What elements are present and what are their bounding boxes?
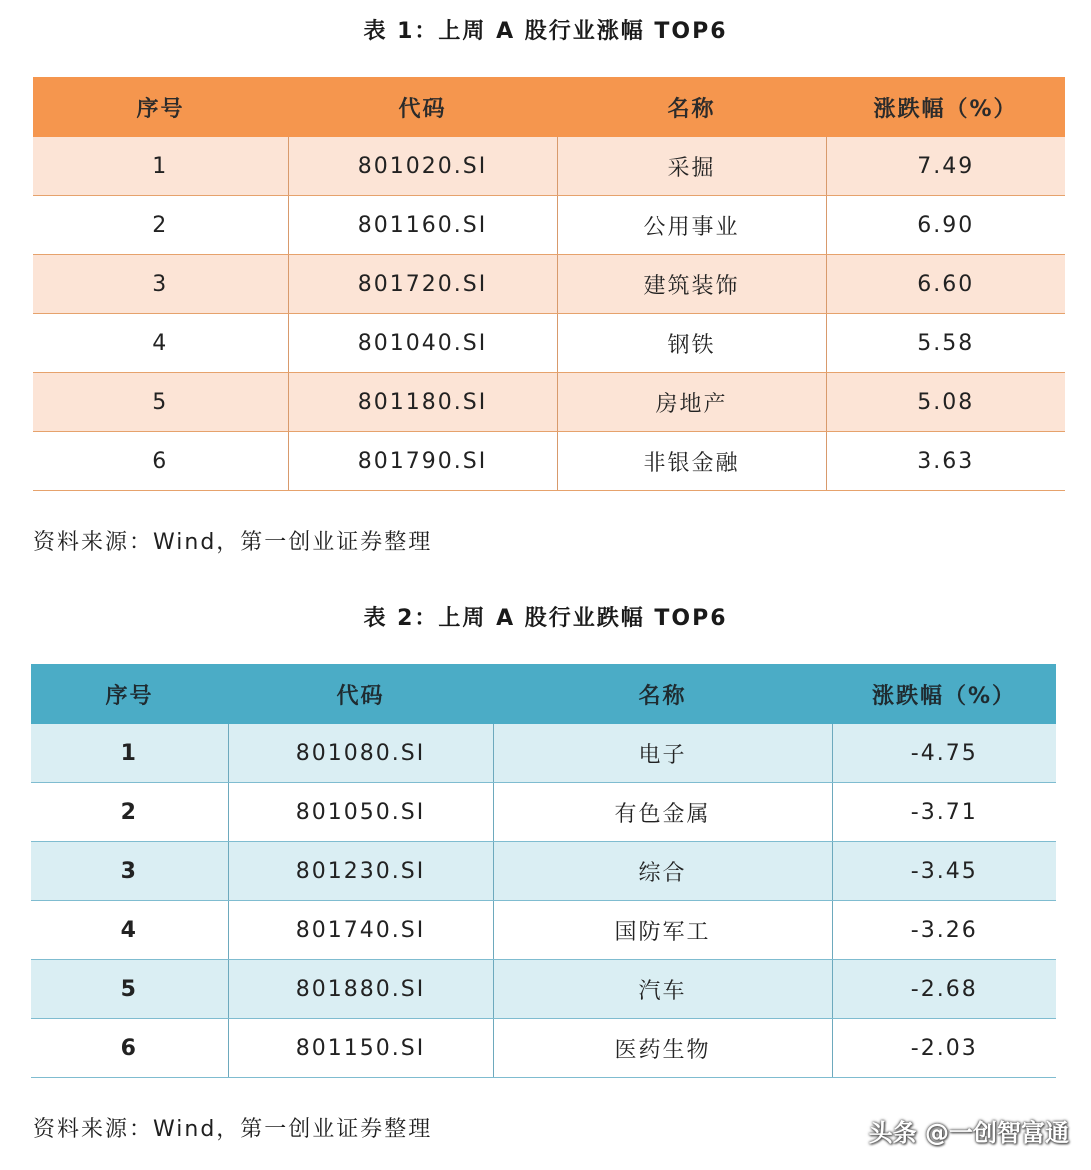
- row-change: 7.49: [826, 137, 1065, 196]
- header-index: 序号: [31, 664, 228, 724]
- row-index: 2: [31, 783, 228, 842]
- row-code: 801160.SI: [288, 196, 557, 255]
- row-code: 801050.SI: [228, 783, 493, 842]
- row-name: 综合: [493, 842, 832, 901]
- table1-caption: 表 1：上周 A 股行业涨幅 TOP6: [363, 19, 728, 44]
- header-code: 代码: [228, 664, 493, 724]
- table-row: [33, 255, 1065, 314]
- row-code: 801720.SI: [288, 255, 557, 314]
- header-name: 名称: [557, 77, 826, 137]
- header-code: 代码: [288, 77, 557, 137]
- table-row: [31, 783, 1056, 842]
- table-row: [31, 960, 1056, 1019]
- row-code: 801230.SI: [228, 842, 493, 901]
- row-index: 4: [31, 901, 228, 960]
- header-name: 名称: [493, 664, 832, 724]
- row-index: 1: [33, 137, 288, 196]
- watermark: 头条 @一创智富通: [868, 1119, 1069, 1147]
- row-index: 2: [33, 196, 288, 255]
- row-change: -3.45: [832, 842, 1056, 901]
- table-row: [31, 1019, 1056, 1078]
- decliners-table: [31, 664, 1056, 1078]
- table-row: [31, 842, 1056, 901]
- row-name: 汽车: [493, 960, 832, 1019]
- row-name: 国防军工: [493, 901, 832, 960]
- table2-source-note: 资料来源：Wind，第一创业证券整理: [33, 1117, 433, 1142]
- row-name: 钢铁: [557, 314, 826, 373]
- row-index: 4: [33, 314, 288, 373]
- row-index: 5: [31, 960, 228, 1019]
- row-change: -2.68: [832, 960, 1056, 1019]
- row-change: 6.90: [826, 196, 1065, 255]
- row-name: 非银金融: [557, 432, 826, 491]
- row-change: 5.08: [826, 373, 1065, 432]
- header-index: 序号: [33, 77, 288, 137]
- row-index: 6: [31, 1019, 228, 1078]
- row-name: 采掘: [557, 137, 826, 196]
- row-code: 801740.SI: [228, 901, 493, 960]
- table-row: [31, 901, 1056, 960]
- table2-caption: 表 2：上周 A 股行业跌幅 TOP6: [363, 606, 728, 631]
- row-code: 801790.SI: [288, 432, 557, 491]
- header-change: 涨跌幅（%）: [826, 77, 1065, 137]
- row-code: 801150.SI: [228, 1019, 493, 1078]
- row-index: 6: [33, 432, 288, 491]
- row-name: 有色金属: [493, 783, 832, 842]
- table-row: [33, 137, 1065, 196]
- table-row: [33, 373, 1065, 432]
- table1-source-note: 资料来源：Wind，第一创业证券整理: [33, 530, 433, 555]
- header-change: 涨跌幅（%）: [832, 664, 1056, 724]
- row-change: -4.75: [832, 724, 1056, 783]
- row-index: 1: [31, 724, 228, 783]
- row-code: 801040.SI: [288, 314, 557, 373]
- row-name: 医药生物: [493, 1019, 832, 1078]
- table-row: [33, 432, 1065, 491]
- row-change: -3.71: [832, 783, 1056, 842]
- row-code: 801180.SI: [288, 373, 557, 432]
- row-code: 801080.SI: [228, 724, 493, 783]
- table-header-row: [31, 664, 1056, 724]
- row-change: 6.60: [826, 255, 1065, 314]
- row-name: 公用事业: [557, 196, 826, 255]
- row-change: 5.58: [826, 314, 1065, 373]
- table-row: [33, 314, 1065, 373]
- row-change: 3.63: [826, 432, 1065, 491]
- table-row: [33, 196, 1065, 255]
- row-change: -3.26: [832, 901, 1056, 960]
- table-row: [31, 724, 1056, 783]
- table-header-row: [33, 77, 1065, 137]
- row-name: 电子: [493, 724, 832, 783]
- row-name: 建筑装饰: [557, 255, 826, 314]
- row-change: -2.03: [832, 1019, 1056, 1078]
- row-code: 801020.SI: [288, 137, 557, 196]
- row-index: 5: [33, 373, 288, 432]
- row-index: 3: [31, 842, 228, 901]
- row-code: 801880.SI: [228, 960, 493, 1019]
- gainers-table: [33, 77, 1065, 491]
- row-name: 房地产: [557, 373, 826, 432]
- row-index: 3: [33, 255, 288, 314]
